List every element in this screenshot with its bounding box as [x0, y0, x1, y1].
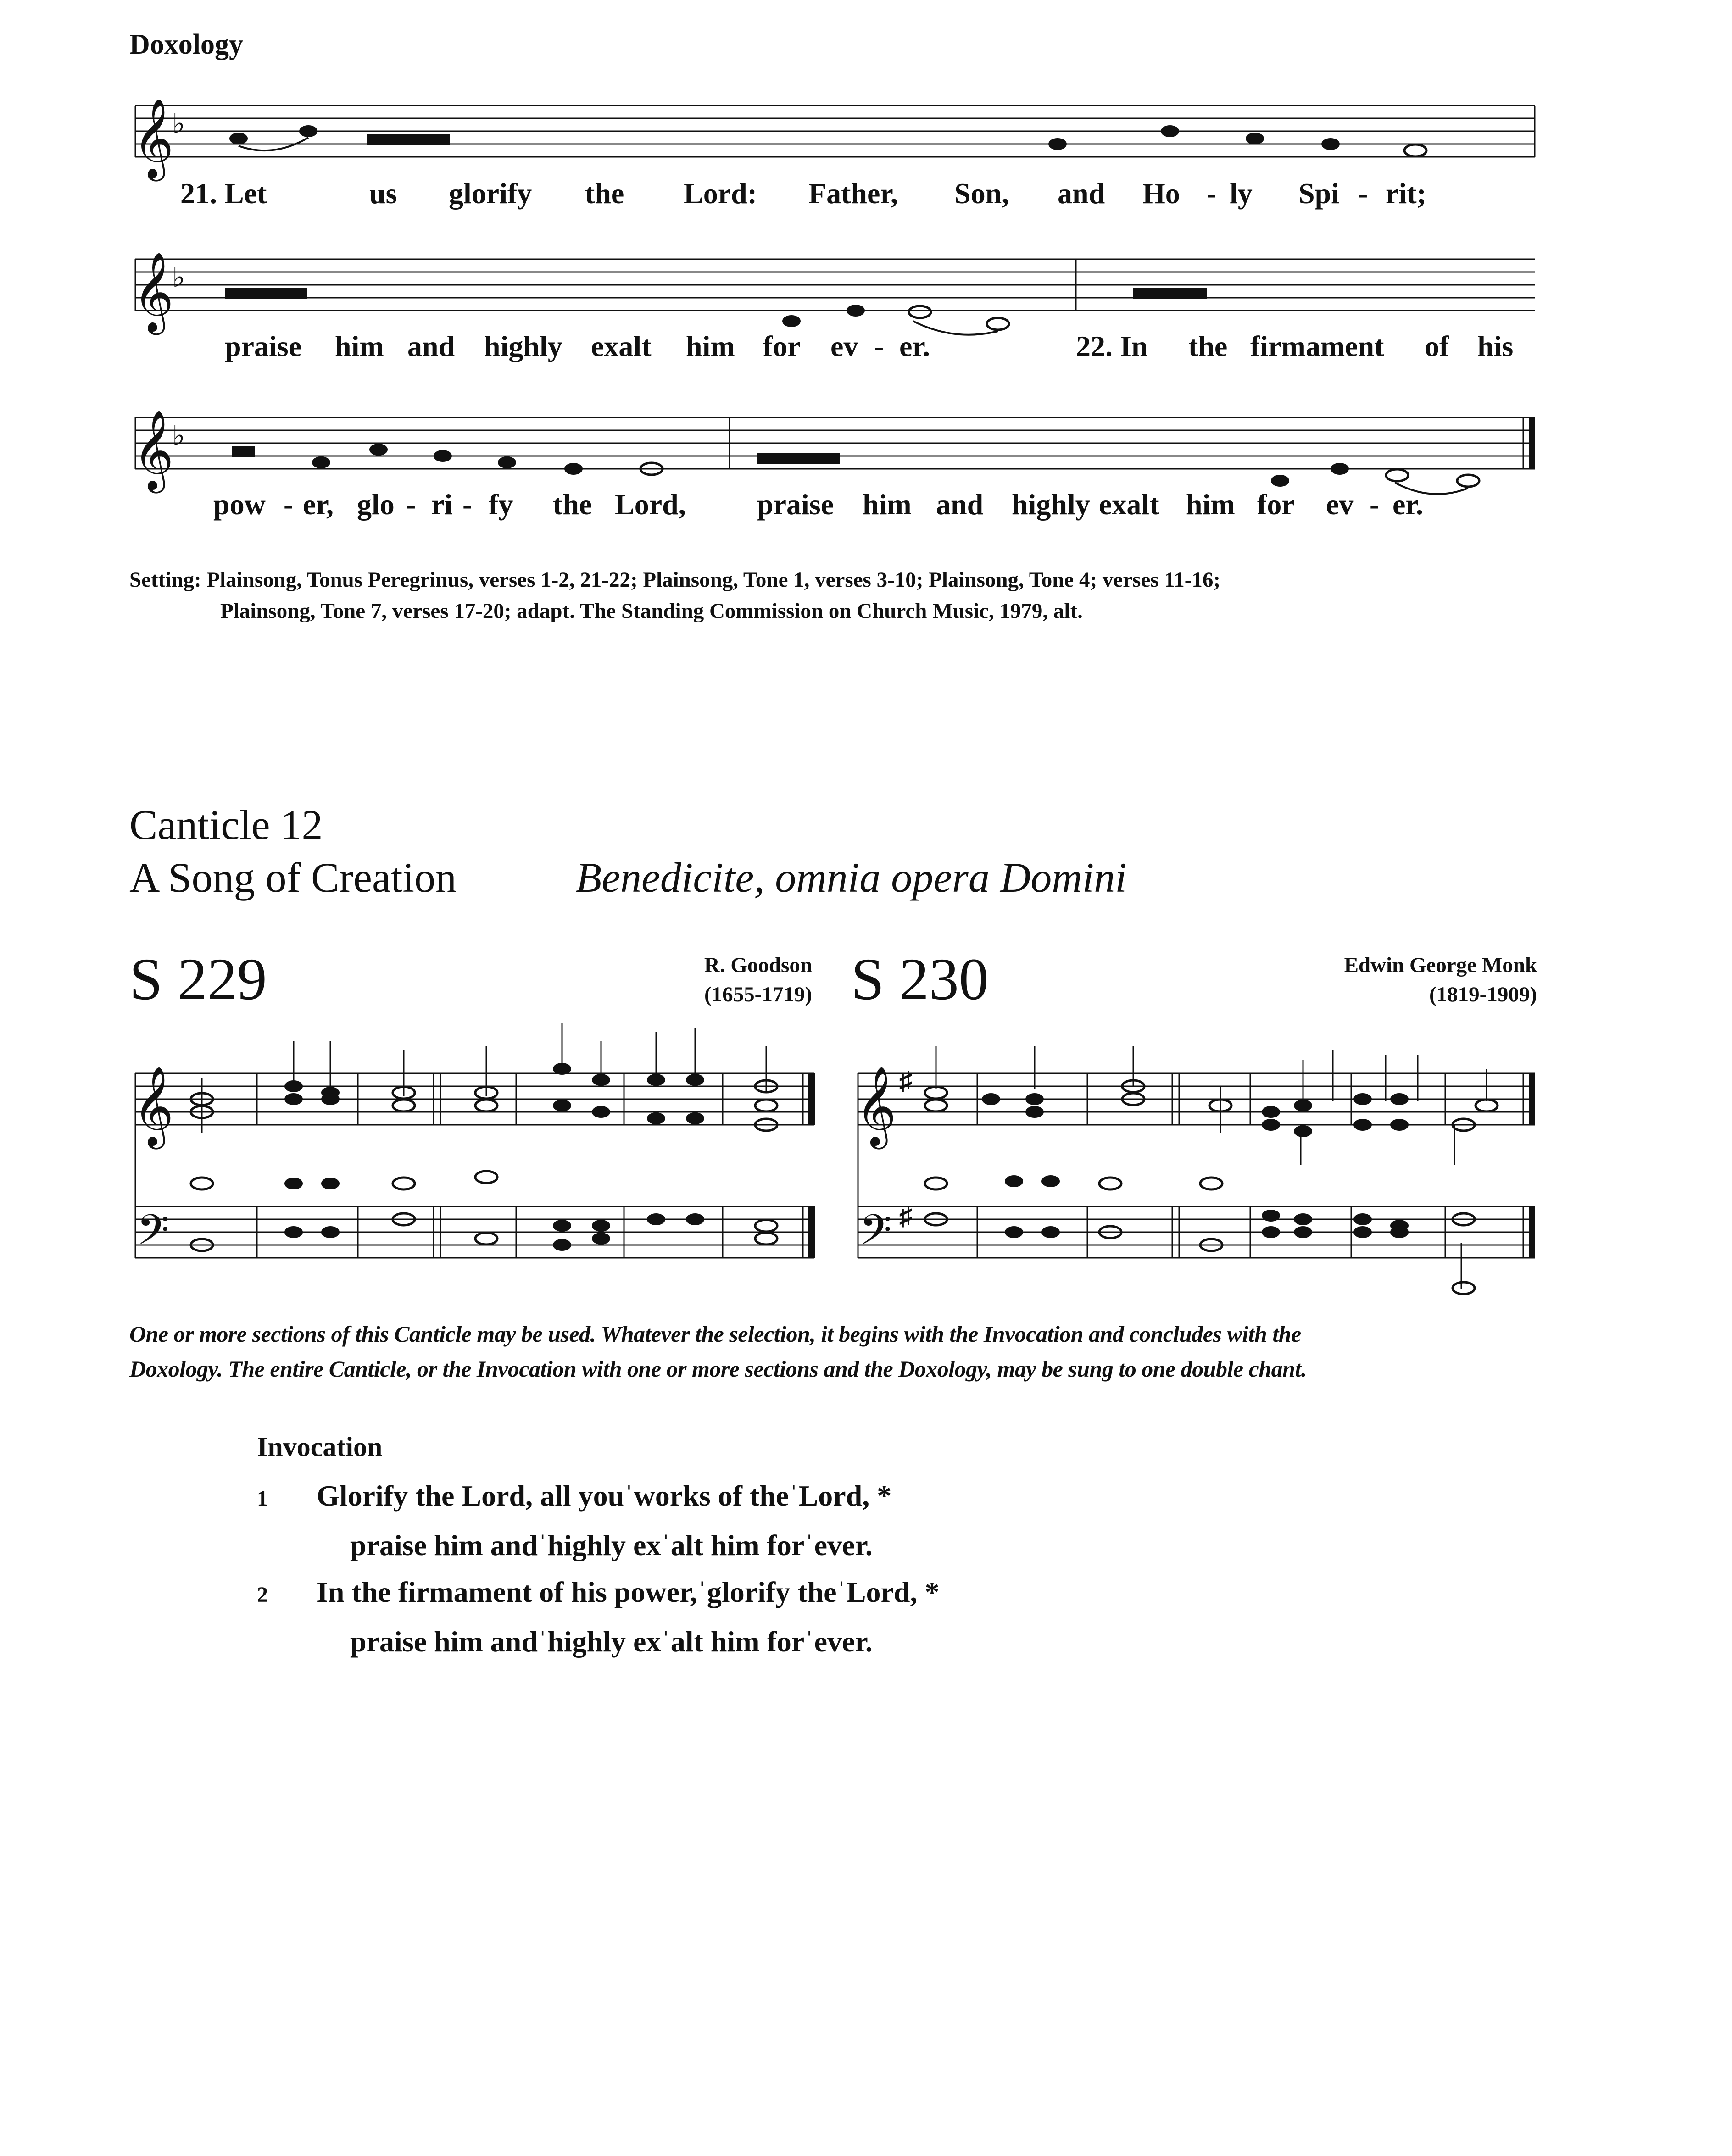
svg-text:♭: ♭ [172, 109, 185, 139]
svg-text:𝄞: 𝄞 [133, 412, 174, 489]
verse-2: 2 In the firmament of his power,ˈglorify theˈLord, * [257, 1569, 940, 1618]
canticle-latin-title: Benedicite, omnia opera Domini [576, 854, 1127, 901]
doxology-staves [0, 0, 1732, 550]
chant-s230-number: S 230 [851, 946, 989, 1012]
canticle-number: Canticle 12 [129, 801, 323, 848]
verse-1: 1 Glorify the Lord, all youˈworks of theˈLord, * [257, 1473, 940, 1522]
svg-text:♭: ♭ [172, 421, 185, 451]
verse-2-continuation: praise him andˈhighly exˈalt him forˈever. [350, 1625, 873, 1658]
svg-text:♯: ♯ [899, 1067, 912, 1095]
svg-text:♭: ♭ [172, 262, 185, 293]
svg-text:𝄞: 𝄞 [856, 1068, 897, 1145]
invocation-verses [257, 1473, 940, 1665]
svg-text:𝄞: 𝄞 [133, 1068, 174, 1145]
verse-1-continuation: praise him andˈhighly exˈalt him forˈever. [350, 1529, 873, 1561]
svg-text:𝄢: 𝄢 [137, 1207, 169, 1263]
setting-credit: Setting: Plainsong, Tonus Peregrinus, verses 1-2, 21-22; Plainsong, Tone 1, verses 3-10; Plainsong, Tone 4; verses 11-16; Plainsong, Tone 7, verses 17-20; adapt. The Standing Commission on Church Music, 1979, alt. [129, 568, 1221, 623]
verse-number: 2 [257, 1583, 268, 1607]
svg-text:𝄢: 𝄢 [859, 1207, 892, 1263]
chant-s229-number: S 229 [129, 946, 267, 1012]
svg-text:𝄞: 𝄞 [133, 100, 174, 177]
doxology-heading: Doxology [129, 29, 243, 60]
chant-s230-composer: Edwin George Monk (1819-1909) [1344, 953, 1537, 1006]
chant-s229-composer: R. Goodson (1655-1719) [704, 953, 812, 1006]
svg-text:♯: ♯ [899, 1202, 912, 1231]
svg-text:𝄞: 𝄞 [133, 254, 174, 330]
setting-label: Setting: [129, 568, 201, 592]
chant-scores [0, 986, 1732, 1307]
rubric: One or more sections of this Canticle may be used. Whatever the selection, it begins with the Invocation and concludes with the Doxology. The entire Canticle, or the Invocation with one or more sections and the Doxology, may be sung to one double chant. [129, 1321, 1307, 1382]
canticle-title: A Song of Creation [129, 854, 457, 901]
verse-number: 1 [257, 1486, 268, 1511]
invocation-heading: Invocation [257, 1432, 383, 1462]
